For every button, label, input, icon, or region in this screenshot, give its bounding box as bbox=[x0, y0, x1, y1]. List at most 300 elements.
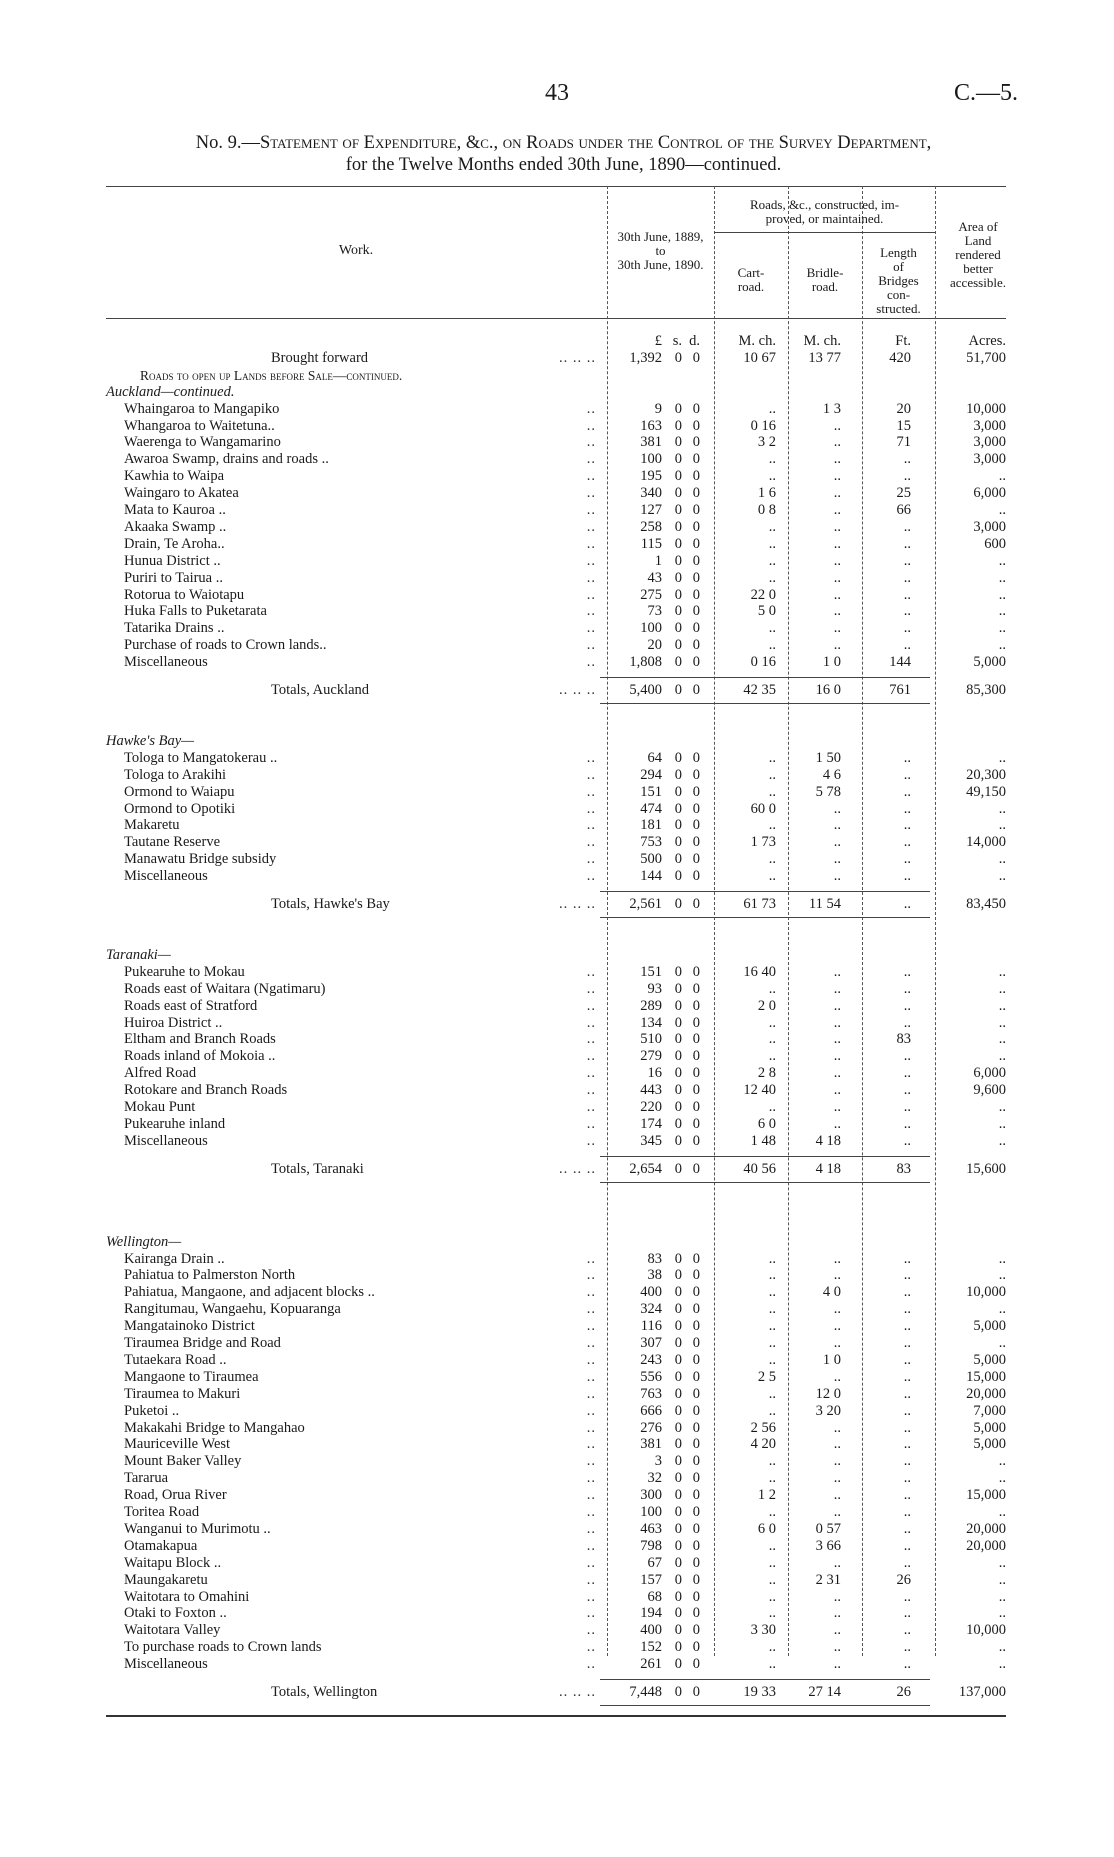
cell-d: 0 bbox=[692, 1639, 700, 1656]
work-name: Wanganui to Murimotu .. bbox=[124, 1520, 271, 1537]
cell-cart: 42 35 bbox=[743, 682, 776, 698]
totals-row bbox=[106, 1684, 1006, 1701]
leader-dots: .. bbox=[586, 1048, 596, 1065]
cell-area: .. bbox=[998, 1048, 1006, 1065]
work-name: Ormond to Opotiki bbox=[124, 800, 236, 817]
cell-s: 0 bbox=[674, 1115, 682, 1132]
table-row bbox=[106, 834, 1006, 851]
cell-amt: 115 bbox=[640, 535, 662, 552]
cell-len: .. bbox=[903, 1082, 911, 1099]
cell-area: .. bbox=[998, 1639, 1006, 1656]
cell-s: 0 bbox=[674, 1487, 682, 1504]
leader-dots: .. bbox=[586, 586, 596, 603]
work-name: Waitapu Block .. bbox=[124, 1554, 222, 1571]
table-row bbox=[106, 553, 1006, 570]
cell-bridle: .. bbox=[833, 502, 841, 518]
work-name: Rangitumau, Wangaehu, Kopuaranga bbox=[124, 1301, 341, 1318]
table-row bbox=[106, 1504, 1006, 1521]
cell-bridle: .. bbox=[833, 1453, 841, 1470]
cell-s: 0 bbox=[674, 1419, 682, 1436]
leader-dots: .. bbox=[586, 535, 596, 552]
cell-d: 0 bbox=[692, 586, 700, 603]
cell-bridle: .. bbox=[833, 851, 841, 868]
brought-forward-s: 0 bbox=[674, 349, 682, 366]
cell-area: 3,000 bbox=[973, 417, 1006, 434]
cell-d: 0 bbox=[692, 834, 700, 851]
table-row bbox=[106, 1538, 1006, 1555]
cell-s: 0 bbox=[674, 1571, 682, 1588]
brought-forward-row bbox=[106, 350, 1006, 367]
cell-area: .. bbox=[998, 749, 1006, 766]
cell-len: 83 bbox=[896, 1031, 911, 1048]
work-name: Tiraumea Bridge and Road bbox=[124, 1335, 281, 1351]
cell-d: 0 bbox=[692, 535, 700, 552]
cell-s: 0 bbox=[674, 535, 682, 552]
cell-amt: 243 bbox=[640, 1351, 662, 1368]
subtotal-rule bbox=[600, 677, 930, 678]
work-name: Drain, Te Aroha.. bbox=[124, 535, 225, 552]
cell-s: 0 bbox=[674, 896, 682, 912]
cell-len: .. bbox=[903, 603, 911, 620]
roads-group-header-line: proved, or maintained. bbox=[765, 211, 884, 226]
work-header: Work. bbox=[338, 243, 374, 258]
leader-dots: .. bbox=[586, 485, 596, 502]
work-name: Kairanga Drain .. bbox=[124, 1250, 225, 1267]
leader-dots: .. bbox=[586, 1622, 596, 1639]
work-name: Makakahi Bridge to Mangahao bbox=[124, 1419, 305, 1436]
cell-area: 85,300 bbox=[966, 682, 1006, 698]
cell-s: 0 bbox=[674, 1065, 682, 1082]
cell-amt: 261 bbox=[640, 1656, 662, 1673]
cell-cart: .. bbox=[768, 400, 776, 417]
leader-dots: .. bbox=[586, 980, 596, 997]
cell-cart: .. bbox=[768, 1250, 776, 1267]
table-row bbox=[106, 654, 1006, 671]
cell-amt: 194 bbox=[640, 1605, 662, 1622]
cell-cart: 40 56 bbox=[743, 1160, 776, 1177]
cell-bridle: .. bbox=[833, 834, 841, 851]
cell-s: 0 bbox=[674, 1048, 682, 1065]
cell-bridle: .. bbox=[833, 1267, 841, 1284]
totals-label: Totals, Hawke's Bay bbox=[271, 896, 390, 912]
cell-cart: 2 8 bbox=[757, 1065, 776, 1082]
table-row bbox=[106, 1133, 1006, 1150]
work-name: Miscellaneous bbox=[124, 1132, 208, 1149]
leader-dots: .. bbox=[586, 400, 596, 417]
cell-amt: 100 bbox=[640, 451, 662, 468]
cell-cart: 1 6 bbox=[757, 485, 776, 502]
cell-s: 0 bbox=[674, 749, 682, 766]
cell-area: 15,000 bbox=[966, 1487, 1006, 1504]
cell-area: .. bbox=[998, 851, 1006, 868]
cell-amt: 195 bbox=[640, 468, 662, 485]
leader-dots: .. bbox=[586, 1639, 596, 1656]
table-row bbox=[106, 1555, 1006, 1572]
cell-d: 0 bbox=[692, 766, 700, 783]
roads-group-header bbox=[714, 198, 935, 226]
table-row bbox=[106, 451, 1006, 468]
cell-amt: 83 bbox=[647, 1250, 662, 1267]
cell-cart: .. bbox=[768, 1504, 776, 1520]
leader-dots: .. bbox=[586, 817, 596, 834]
totals-label: Totals, Taranaki bbox=[271, 1160, 364, 1177]
cell-d: 0 bbox=[692, 1436, 700, 1453]
cart-road-header-line: road. bbox=[737, 279, 765, 294]
cell-cart: 2 56 bbox=[750, 1419, 776, 1436]
cell-len: .. bbox=[903, 1402, 911, 1419]
leader-dots: .. bbox=[586, 637, 596, 654]
cell-amt: 275 bbox=[640, 586, 662, 603]
leader-dots: .. bbox=[586, 1537, 596, 1554]
table-row bbox=[106, 1521, 1006, 1538]
cell-bridle: .. bbox=[833, 1368, 841, 1385]
roads-group-header-line: Roads, &c., constructed, im- bbox=[749, 197, 900, 212]
cell-bridle: .. bbox=[833, 1082, 841, 1099]
bridle-road-header-line: Bridle- bbox=[806, 265, 844, 280]
leader-dots: .. .. .. bbox=[559, 682, 596, 698]
cell-area: .. bbox=[998, 1453, 1006, 1470]
leader-dots: .. bbox=[586, 654, 596, 671]
cell-cart: .. bbox=[768, 1588, 776, 1605]
cell-area: 5,000 bbox=[973, 654, 1006, 671]
table-row bbox=[106, 1487, 1006, 1504]
cell-cart: .. bbox=[768, 783, 776, 800]
cell-s: 0 bbox=[674, 1605, 682, 1622]
cell-amt: 324 bbox=[640, 1301, 662, 1318]
leader-dots: .. bbox=[586, 1487, 596, 1504]
work-name: Mangaone to Tiraumea bbox=[124, 1368, 259, 1385]
table-row bbox=[106, 1470, 1006, 1487]
cell-s: 0 bbox=[674, 1436, 682, 1453]
table-row bbox=[106, 1420, 1006, 1437]
cell-bridle: .. bbox=[833, 1487, 841, 1504]
cell-cart: .. bbox=[768, 1048, 776, 1065]
table-row bbox=[106, 1639, 1006, 1656]
cell-bridle: .. bbox=[833, 1554, 841, 1571]
cell-s: 0 bbox=[674, 1368, 682, 1385]
cell-s: 0 bbox=[674, 434, 682, 451]
table-row bbox=[106, 801, 1006, 818]
table-row bbox=[106, 1352, 1006, 1369]
cell-amt: 2,561 bbox=[629, 896, 662, 912]
title-number: No. 9.— bbox=[195, 133, 260, 153]
cell-bridle: .. bbox=[833, 800, 841, 817]
bridge-length-header-line: con- bbox=[886, 287, 911, 302]
cell-cart: 2 0 bbox=[757, 997, 776, 1014]
work-name: Road, Orua River bbox=[124, 1487, 227, 1504]
cell-d: 0 bbox=[692, 1554, 700, 1571]
cell-len: .. bbox=[903, 1605, 911, 1622]
brought-forward-bridle: 13 77 bbox=[808, 349, 841, 366]
cell-len: .. bbox=[903, 1132, 911, 1149]
cell-bridle: .. bbox=[833, 1588, 841, 1605]
cell-s: 0 bbox=[674, 1301, 682, 1318]
cell-area: 10,000 bbox=[966, 400, 1006, 417]
cell-s: 0 bbox=[674, 834, 682, 851]
cell-amt: 300 bbox=[640, 1487, 662, 1504]
work-name: Mount Baker Valley bbox=[124, 1453, 242, 1470]
work-name: Mokau Punt bbox=[124, 1099, 196, 1115]
leader-dots: .. bbox=[586, 783, 596, 800]
cell-s: 0 bbox=[674, 682, 682, 698]
units-row bbox=[106, 333, 1006, 350]
cell-cart: .. bbox=[768, 468, 776, 485]
work-name: Eltham and Branch Roads bbox=[124, 1031, 276, 1048]
cell-bridle: .. bbox=[833, 963, 841, 980]
cell-bridle: .. bbox=[833, 1470, 841, 1487]
period-header-line: 30th June, 1889, bbox=[617, 229, 704, 244]
cell-d: 0 bbox=[692, 485, 700, 502]
cell-cart: .. bbox=[768, 851, 776, 868]
cell-area: .. bbox=[998, 1132, 1006, 1149]
work-name: Puketoi .. bbox=[124, 1402, 180, 1419]
cell-area: .. bbox=[998, 552, 1006, 569]
cell-d: 0 bbox=[692, 1622, 700, 1639]
subtotal-rule bbox=[600, 1679, 930, 1680]
cell-d: 0 bbox=[692, 620, 700, 637]
leader-dots: .. bbox=[586, 1082, 596, 1099]
cell-area: .. bbox=[998, 980, 1006, 997]
cell-d: 0 bbox=[692, 1318, 700, 1335]
work-name: Maungakaretu bbox=[124, 1571, 208, 1588]
cell-cart: .. bbox=[768, 569, 776, 586]
cell-cart: .. bbox=[768, 1031, 776, 1048]
leader-dots: .. bbox=[586, 417, 596, 434]
table-row bbox=[106, 1031, 1006, 1048]
cell-d: 0 bbox=[692, 749, 700, 766]
cell-len: .. bbox=[903, 1385, 911, 1402]
cell-cart: .. bbox=[768, 1571, 776, 1588]
cell-s: 0 bbox=[674, 1160, 682, 1177]
cell-amt: 32 bbox=[647, 1470, 662, 1487]
table-row bbox=[106, 1656, 1006, 1673]
leader-dots: .. bbox=[586, 468, 596, 485]
work-name: Pukearuhe inland bbox=[124, 1115, 226, 1132]
cell-len: 144 bbox=[889, 654, 911, 671]
leader-dots: .. bbox=[586, 1470, 596, 1487]
leader-dots: .. .. .. bbox=[559, 349, 596, 366]
cell-area: 137,000 bbox=[958, 1684, 1006, 1700]
cell-cart: 22 0 bbox=[750, 586, 776, 603]
cell-len: .. bbox=[903, 1335, 911, 1351]
cell-cart: .. bbox=[768, 1351, 776, 1368]
cell-len: .. bbox=[903, 834, 911, 851]
cell-bridle: .. bbox=[833, 1605, 841, 1622]
document-reference: C.—5. bbox=[953, 80, 1018, 106]
cell-bridle: 12 0 bbox=[815, 1385, 841, 1402]
cell-s: 0 bbox=[674, 468, 682, 485]
cell-bridle: .. bbox=[833, 1419, 841, 1436]
cell-cart: .. bbox=[768, 1267, 776, 1284]
cell-d: 0 bbox=[692, 502, 700, 518]
cell-len: 15 bbox=[896, 417, 911, 434]
cell-amt: 463 bbox=[640, 1520, 662, 1537]
cell-amt: 763 bbox=[640, 1385, 662, 1402]
cell-d: 0 bbox=[692, 783, 700, 800]
cell-area: 3,000 bbox=[973, 518, 1006, 535]
cell-len: .. bbox=[903, 552, 911, 569]
cell-area: .. bbox=[998, 1470, 1006, 1487]
cell-area: 3,000 bbox=[973, 451, 1006, 468]
cell-area: 600 bbox=[984, 535, 1006, 552]
cell-area: .. bbox=[998, 1588, 1006, 1605]
cell-cart: .. bbox=[768, 980, 776, 997]
cell-area: .. bbox=[998, 800, 1006, 817]
cell-d: 0 bbox=[692, 1402, 700, 1419]
cell-bridle: .. bbox=[833, 451, 841, 468]
cell-amt: 151 bbox=[640, 963, 662, 980]
cell-area: 83,450 bbox=[966, 896, 1006, 912]
cell-amt: 157 bbox=[640, 1571, 662, 1588]
work-name: Toritea Road bbox=[124, 1504, 200, 1520]
cell-bridle: .. bbox=[833, 1014, 841, 1031]
table-row bbox=[106, 1386, 1006, 1403]
cell-d: 0 bbox=[692, 1588, 700, 1605]
header-top-rule bbox=[106, 186, 1006, 187]
cell-amt: 116 bbox=[640, 1318, 662, 1335]
cell-cart: .. bbox=[768, 1099, 776, 1115]
cell-cart: .. bbox=[768, 749, 776, 766]
work-name: Roads east of Stratford bbox=[124, 997, 258, 1014]
subtotal-rule bbox=[600, 1156, 930, 1157]
leader-dots: .. bbox=[586, 749, 596, 766]
leader-dots: .. bbox=[586, 834, 596, 851]
cell-area: .. bbox=[998, 502, 1006, 518]
cell-cart: .. bbox=[768, 1014, 776, 1031]
cell-area: 9,600 bbox=[973, 1082, 1006, 1099]
brought-forward-area: 51,700 bbox=[966, 349, 1006, 366]
leader-dots: .. bbox=[586, 434, 596, 451]
table-row bbox=[106, 1622, 1006, 1639]
cell-bridle: .. bbox=[833, 1099, 841, 1115]
work-name: Whaingaroa to Mangapiko bbox=[124, 400, 280, 417]
cell-len: .. bbox=[903, 1419, 911, 1436]
leader-dots: .. .. .. bbox=[559, 1160, 596, 1177]
cell-bridle: 1 0 bbox=[822, 654, 841, 671]
cell-s: 0 bbox=[674, 1082, 682, 1099]
table-row bbox=[106, 981, 1006, 998]
leader-dots: .. bbox=[586, 569, 596, 586]
work-name: Awaroa Swamp, drains and roads .. bbox=[124, 451, 329, 468]
cell-s: 0 bbox=[674, 1453, 682, 1470]
bridle-road-header bbox=[788, 266, 862, 294]
cell-bridle: .. bbox=[833, 586, 841, 603]
cell-amt: 100 bbox=[640, 1504, 662, 1520]
totals-rule bbox=[600, 1705, 930, 1706]
cell-d: 0 bbox=[692, 1520, 700, 1537]
cell-d: 0 bbox=[692, 1115, 700, 1132]
work-name: Otaki to Foxton .. bbox=[124, 1605, 227, 1622]
cell-bridle: .. bbox=[833, 620, 841, 637]
cell-bridle: 4 0 bbox=[822, 1284, 841, 1301]
cell-s: 0 bbox=[674, 1132, 682, 1149]
cell-s: 0 bbox=[674, 1554, 682, 1571]
leader-dots: .. bbox=[586, 1099, 596, 1115]
cell-len: .. bbox=[903, 783, 911, 800]
cell-len: 71 bbox=[896, 434, 911, 451]
brought-forward-len: 420 bbox=[889, 349, 911, 366]
cell-len: .. bbox=[903, 518, 911, 535]
leader-dots: .. bbox=[586, 1115, 596, 1132]
cell-bridle: 2 31 bbox=[815, 1571, 841, 1588]
cell-area: 3,000 bbox=[973, 434, 1006, 451]
leader-dots: .. bbox=[586, 1571, 596, 1588]
cell-bridle: .. bbox=[833, 485, 841, 502]
cell-bridle: .. bbox=[833, 603, 841, 620]
cell-amt: 798 bbox=[640, 1537, 662, 1554]
leader-dots: .. .. .. bbox=[559, 1684, 596, 1700]
cell-d: 0 bbox=[692, 1605, 700, 1622]
area-header bbox=[935, 220, 1021, 290]
cell-d: 0 bbox=[692, 1099, 700, 1115]
table-row bbox=[106, 1251, 1006, 1268]
cell-amt: 1 bbox=[654, 552, 662, 569]
cell-len: .. bbox=[903, 1453, 911, 1470]
bridle-road-header-line: road. bbox=[811, 279, 839, 294]
unit-s: s. bbox=[672, 333, 682, 349]
cell-cart: .. bbox=[768, 1301, 776, 1318]
cell-d: 0 bbox=[692, 451, 700, 468]
table-row bbox=[106, 1605, 1006, 1622]
cell-area: 20,000 bbox=[966, 1520, 1006, 1537]
leader-dots: .. bbox=[586, 1419, 596, 1436]
cell-s: 0 bbox=[674, 1684, 682, 1700]
period-header-line: to bbox=[655, 243, 666, 258]
cell-bridle: 5 78 bbox=[815, 783, 841, 800]
cell-len: .. bbox=[903, 1656, 911, 1673]
cell-cart: .. bbox=[768, 1470, 776, 1487]
period-header-line: 30th June, 1890. bbox=[617, 257, 704, 272]
table-row bbox=[106, 519, 1006, 536]
cell-s: 0 bbox=[674, 1335, 682, 1351]
leader-dots: .. bbox=[586, 963, 596, 980]
work-name: Mangatainoko District bbox=[124, 1318, 255, 1335]
cell-d: 0 bbox=[692, 1537, 700, 1554]
cell-area: 5,000 bbox=[973, 1351, 1006, 1368]
cell-amt: 144 bbox=[640, 868, 662, 885]
cell-d: 0 bbox=[692, 997, 700, 1014]
cell-len: 20 bbox=[896, 400, 911, 417]
cell-bridle: .. bbox=[833, 518, 841, 535]
work-name: Tologa to Arakihi bbox=[124, 766, 227, 783]
section-heading: Wellington— bbox=[106, 1233, 182, 1250]
cell-area: .. bbox=[998, 1571, 1006, 1588]
cell-area: .. bbox=[998, 997, 1006, 1014]
table-row bbox=[106, 401, 1006, 418]
cell-d: 0 bbox=[692, 654, 700, 671]
table-title bbox=[106, 132, 1021, 176]
cell-d: 0 bbox=[692, 400, 700, 417]
cell-len: .. bbox=[903, 800, 911, 817]
cell-s: 0 bbox=[674, 1520, 682, 1537]
cell-area: .. bbox=[998, 1267, 1006, 1284]
cell-amt: 307 bbox=[640, 1335, 662, 1351]
cell-area: 49,150 bbox=[966, 783, 1006, 800]
totals-rule bbox=[600, 917, 930, 918]
table-row bbox=[106, 1284, 1006, 1301]
cell-cart: .. bbox=[768, 637, 776, 654]
cell-len: .. bbox=[903, 1250, 911, 1267]
cell-cart: 5 0 bbox=[757, 603, 776, 620]
cell-cart: 1 48 bbox=[750, 1132, 776, 1149]
work-name: Tautane Reserve bbox=[124, 834, 221, 851]
cell-s: 0 bbox=[674, 518, 682, 535]
leader-dots: .. bbox=[586, 868, 596, 885]
work-name: Rotokare and Branch Roads bbox=[124, 1082, 288, 1099]
cell-area: .. bbox=[998, 1250, 1006, 1267]
cell-d: 0 bbox=[692, 1250, 700, 1267]
cell-amt: 500 bbox=[640, 851, 662, 868]
